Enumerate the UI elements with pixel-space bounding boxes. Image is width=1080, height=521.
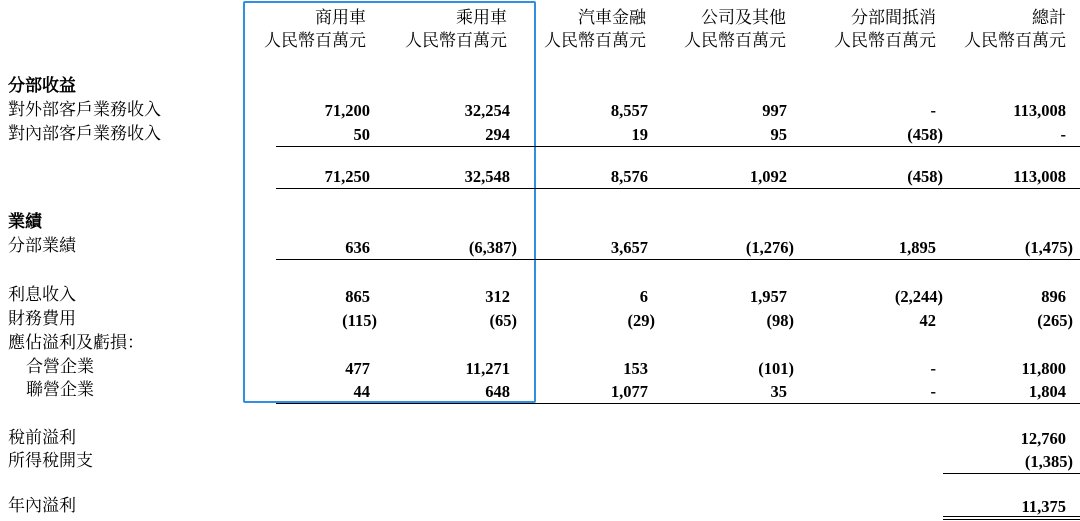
cell-result-total: (1,475) xyxy=(1024,238,1073,257)
cell-external-passenger: 32,254 xyxy=(464,101,510,120)
subtotal-bottom-rule xyxy=(276,188,1080,189)
col-unit-total: 人民幣百萬元 xyxy=(964,31,1066,51)
cell-external-eliminations: - xyxy=(930,101,936,120)
cell-tax-total: (1,385) xyxy=(1024,452,1073,471)
cell-finance-eliminations: 42 xyxy=(919,311,936,330)
subtotal-top-rule xyxy=(276,146,1080,147)
cell-result-commercial: 636 xyxy=(345,238,370,257)
row-label-profit-for-year: 年內溢利 xyxy=(8,496,76,516)
section-results: 業績 xyxy=(8,212,42,232)
cell-internal-total: - xyxy=(1060,125,1066,144)
cell-result-finance: 3,657 xyxy=(610,238,648,257)
cell-pbt-total: 12,760 xyxy=(1020,429,1066,448)
section-segment-revenue: 分部收益 xyxy=(8,76,76,96)
cell-interest-passenger: 312 xyxy=(485,287,510,306)
cell-interest-total: 896 xyxy=(1041,287,1066,306)
final-double-rule-2 xyxy=(943,519,1080,520)
row-label-interest-income: 利息收入 xyxy=(8,285,76,305)
row-label-joint-ventures: 合營企業 xyxy=(26,357,94,377)
row-label-associates: 聯營企業 xyxy=(26,380,94,400)
col-header-corporate-other: 公司及其他 xyxy=(701,8,786,28)
cell-interest-commercial: 865 xyxy=(345,287,370,306)
row-label-internal-revenue: 對內部客戶業務收入 xyxy=(8,124,161,144)
cell-subtotal-eliminations: (458) xyxy=(907,167,943,186)
cell-internal-commercial: 50 xyxy=(353,125,370,144)
cell-internal-eliminations: (458) xyxy=(907,125,943,144)
cell-subtotal-finance: 8,576 xyxy=(610,167,648,186)
cell-profit-year-total: 11,375 xyxy=(1021,497,1066,516)
cell-jv-total: 11,800 xyxy=(1021,359,1066,378)
cell-interest-finance: 6 xyxy=(639,287,648,306)
col-header-auto-finance: 汽車金融 xyxy=(578,8,646,28)
cell-finance-corporate: (98) xyxy=(766,311,794,330)
row-label-income-tax: 所得稅開支 xyxy=(8,451,93,471)
cell-subtotal-commercial: 71,250 xyxy=(324,167,370,186)
col-header-passenger: 乘用車 xyxy=(456,8,507,28)
cell-subtotal-total: 113,008 xyxy=(1013,167,1066,186)
row-label-profit-before-tax: 稅前溢利 xyxy=(8,428,76,448)
col-unit-corporate-other: 人民幣百萬元 xyxy=(684,31,786,51)
cell-internal-corporate: 95 xyxy=(770,125,787,144)
cell-jv-eliminations: - xyxy=(930,359,936,378)
cell-assoc-commercial: 44 xyxy=(353,382,370,401)
cell-result-corporate: (1,276) xyxy=(745,238,794,257)
col-unit-commercial: 人民幣百萬元 xyxy=(264,31,366,51)
cell-finance-commercial: (115) xyxy=(342,311,377,330)
col-unit-auto-finance: 人民幣百萬元 xyxy=(544,31,646,51)
cell-result-passenger: (6,387) xyxy=(468,238,517,257)
row-label-share-of-profit: 應佔溢利及虧損： xyxy=(8,333,144,353)
cell-external-total: 113,008 xyxy=(1013,101,1066,120)
cell-assoc-corporate: 35 xyxy=(770,382,787,401)
cell-external-finance: 8,557 xyxy=(610,101,648,120)
cell-jv-commercial: 477 xyxy=(345,359,370,378)
cell-assoc-total: 1,804 xyxy=(1028,382,1066,401)
cell-external-corporate: 997 xyxy=(762,101,787,120)
tax-bottom-rule xyxy=(943,473,1080,474)
col-header-eliminations: 分部間抵消 xyxy=(851,8,936,28)
cell-finance-passenger: (65) xyxy=(489,311,517,330)
col-header-commercial: 商用車 xyxy=(315,8,366,28)
cell-result-eliminations: 1,895 xyxy=(898,238,936,257)
result-bottom-rule xyxy=(276,259,1080,260)
col-unit-eliminations: 人民幣百萬元 xyxy=(834,31,936,51)
cell-subtotal-passenger: 32,548 xyxy=(464,167,510,186)
cell-subtotal-corporate: 1,092 xyxy=(749,167,787,186)
cell-jv-finance: 153 xyxy=(623,359,648,378)
cell-assoc-eliminations: - xyxy=(930,382,936,401)
cell-internal-finance: 19 xyxy=(631,125,648,144)
cell-assoc-finance: 1,077 xyxy=(610,382,648,401)
cell-internal-passenger: 294 xyxy=(485,125,510,144)
cell-external-commercial: 71,200 xyxy=(324,101,370,120)
row-label-finance-costs: 財務費用 xyxy=(8,309,76,329)
cell-interest-eliminations: (2,244) xyxy=(894,287,943,306)
cell-finance-total: (265) xyxy=(1037,311,1073,330)
final-double-rule-1 xyxy=(943,516,1080,517)
row-label-external-revenue: 對外部客戶業務收入 xyxy=(8,100,161,120)
cell-jv-corporate: (101) xyxy=(758,359,794,378)
col-unit-passenger: 人民幣百萬元 xyxy=(405,31,507,51)
cell-jv-passenger: 11,271 xyxy=(465,359,510,378)
row-label-segment-result: 分部業績 xyxy=(8,236,76,256)
cell-assoc-passenger: 648 xyxy=(485,382,510,401)
col-header-total: 總計 xyxy=(1032,8,1066,28)
highlight-box xyxy=(243,1,536,403)
associates-bottom-rule xyxy=(276,403,1080,404)
cell-finance-finance: (29) xyxy=(627,311,655,330)
cell-interest-corporate: 1,957 xyxy=(749,287,787,306)
